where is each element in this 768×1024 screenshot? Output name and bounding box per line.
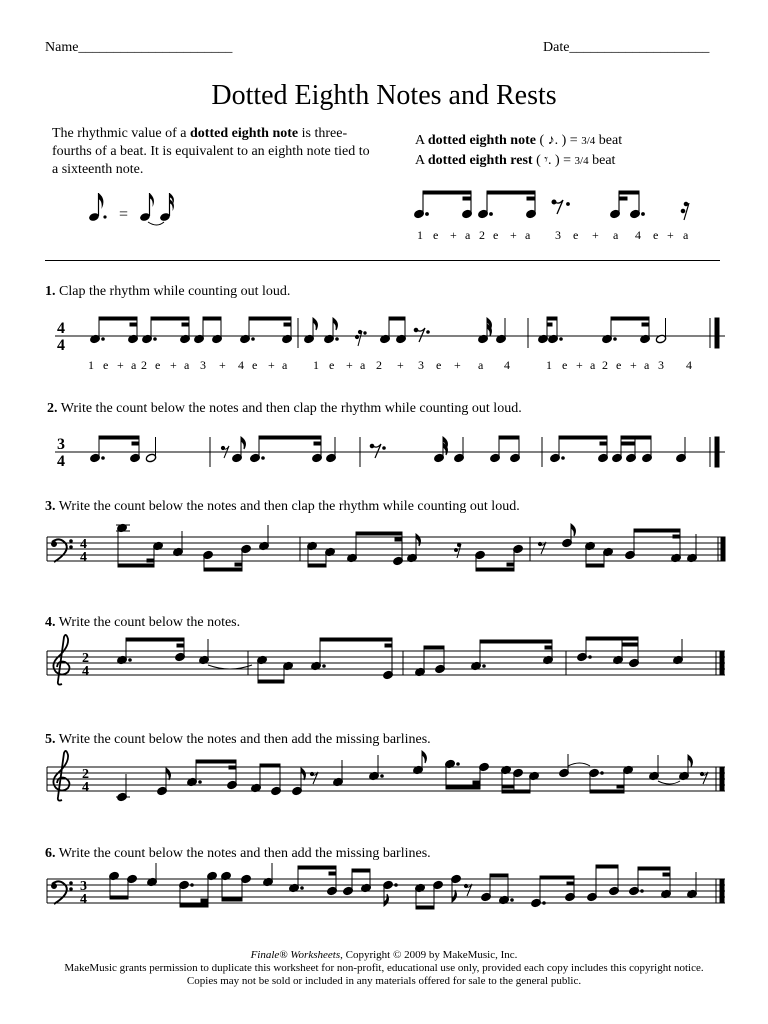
dotted-eighth-note-icon — [88, 193, 107, 222]
svg-text:2: 2 — [82, 767, 89, 782]
treble-clef-icon — [53, 635, 69, 685]
exercise-5-staff — [0, 750, 740, 810]
intro-bold-term: dotted eighth note — [190, 126, 299, 141]
svg-text:4: 4 — [82, 780, 89, 795]
rhythm-notes — [90, 317, 719, 348]
exercise-3-instruction: 3. Write the count below the notes and then clap the rhythm while counting out loud. — [45, 499, 520, 514]
section-divider — [45, 260, 720, 261]
exercise-2-instruction: 2. Write the count below the notes and then clap the rhythm while counting out loud. — [47, 401, 522, 416]
svg-text:3: 3 — [80, 879, 87, 894]
intro-suffix: is three-fourths of a beat. It is equivalent to an eighth note tied to a sixteenth note. — [52, 126, 370, 177]
time-signature-bottom: 4 — [57, 453, 65, 470]
name-field-label: Name______________________ — [45, 40, 233, 55]
exercise-6-staff — [0, 862, 740, 922]
svg-text:4: 4 — [80, 892, 87, 907]
copyright-footer: Finale® Worksheets, Copyright © 2009 by MakeMusic, Inc. MakeMusic grants permission to duplicate this worksheet for non-profit, educational use only, provided each copy includes this copyright notice. Copies may not be sold or included in any materials offered for sale to the general public. — [64, 949, 704, 987]
svg-text:4: 4 — [82, 664, 89, 679]
tied-eighth-sixteenth-icon — [139, 193, 174, 225]
equals-sign: = — [119, 206, 129, 223]
exercise-4-staff — [0, 634, 740, 694]
time-signature-top: 4 — [57, 320, 65, 337]
svg-text:4: 4 — [80, 537, 87, 552]
dotted-note-definition: A dotted eighth note ( ♪. ) = 3/4 beat — [415, 133, 623, 148]
exercise-3-staff — [0, 520, 740, 580]
exercise-1-instruction: 1. Clap the rhythm while counting out loud. — [45, 284, 291, 299]
intro-prefix: The rhythmic value of a — [52, 126, 191, 141]
intro-paragraph — [52, 125, 372, 179]
dotted-rest-definition: A dotted eighth rest ( 𝄾. ) = 3/4 beat — [415, 153, 616, 168]
example-rhythm — [405, 188, 705, 222]
svg-text:4: 4 — [80, 550, 87, 565]
treble-clef-icon — [53, 751, 69, 801]
svg-text:2: 2 — [82, 651, 89, 666]
exercise-4-instruction: 4. Write the count below the notes. — [45, 615, 241, 630]
equivalence-notation — [85, 185, 205, 230]
page-title: Dotted Eighth Notes and Rests — [211, 80, 557, 111]
dotted-eighth-rest-icon: 𝄾. — [544, 153, 552, 168]
definitions — [415, 131, 622, 171]
exercise-2-rhythm — [55, 432, 725, 472]
exercise-6-instruction: 6. Write the count below the notes and then add the missing barlines. — [45, 846, 431, 861]
time-signature-top: 3 — [57, 436, 65, 453]
dotted-eighth-note-icon: ♪. — [547, 133, 559, 148]
time-signature-bottom: 4 — [57, 337, 65, 354]
exercise-5-instruction: 5. Write the count below the notes and then add the missing barlines. — [45, 732, 431, 747]
exercise-1-rhythm — [55, 316, 725, 356]
date-field-label: Date____________________ — [543, 40, 710, 55]
